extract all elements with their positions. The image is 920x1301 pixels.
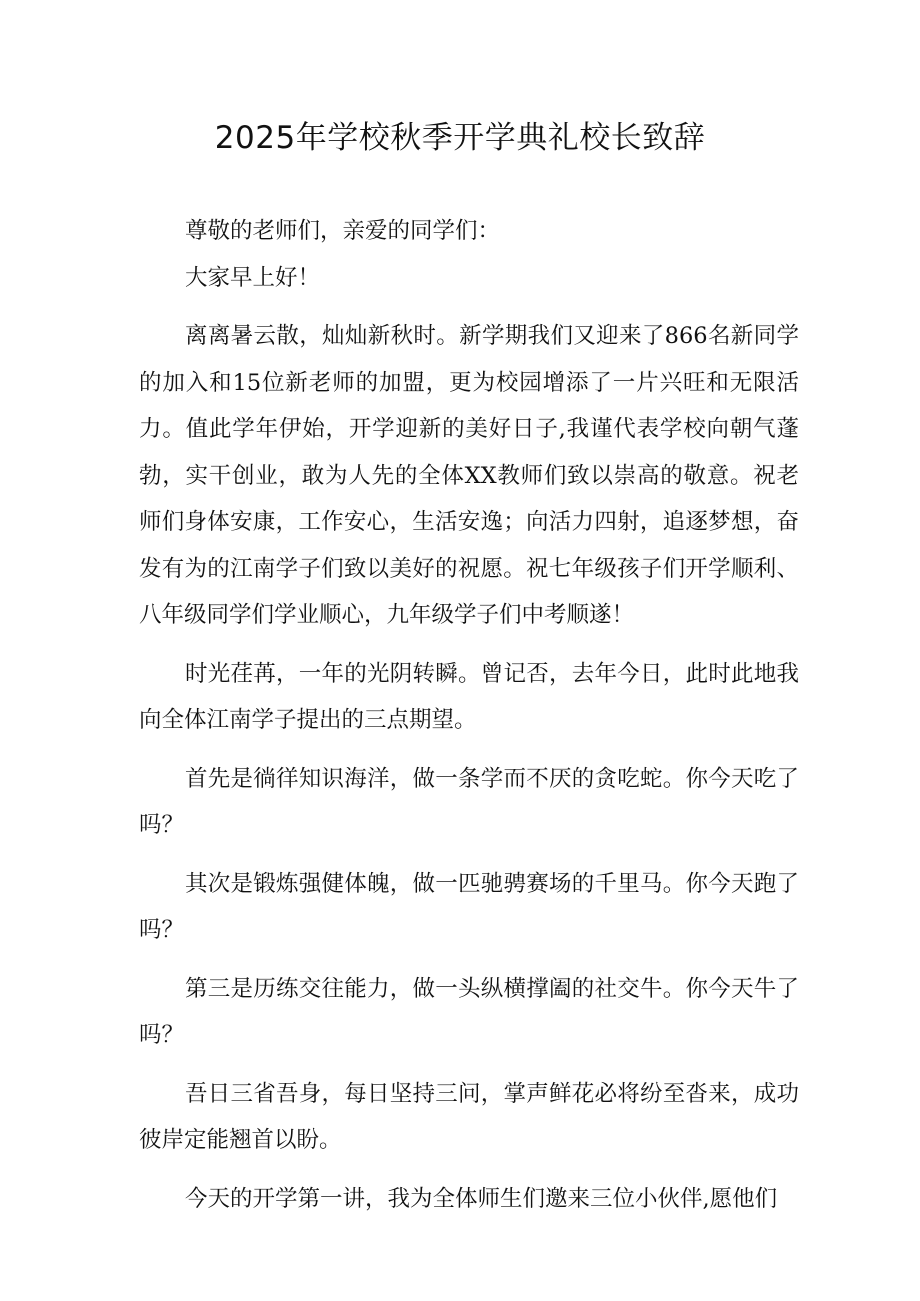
expectation-third-paragraph: 第三是历练交往能力，做一头纵横撑阖的社交牛。你今天牛了吗？ xyxy=(139,975,799,1048)
expectation-first-paragraph: 首先是徜徉知识海洋，做一条学而不厌的贪吃蛇。你今天吃了吗？ xyxy=(139,765,799,838)
expectation-second-paragraph: 其次是锻炼强健体魄，做一匹驰骋赛场的千里马。你今天跑了吗？ xyxy=(139,870,799,943)
salutation-paragraph: 尊敬的老师们，亲爱的同学们： xyxy=(185,218,501,244)
recollection-paragraph: 时光荏苒，一年的光阴转瞬。曾记否，去年今日，此时此地我向全体江南学子提出的三点期望。 xyxy=(139,660,799,733)
welcome-paragraph: 离离暑云散，灿灿新秋时。新学期我们又迎来了866名新同学的加入和15位新老师的加盟，更为校园增添了一片兴旺和无限活力。值此学年伊始，开学迎新的美好日子,我谨代表学校向朝气蓬勃，实干创业，敢为人先的全体XX教师们致以崇高的敬意。祝老师们身体安康，工作安心，生活安逸；向活力四射，追逐梦想，奋发有为的江南学子们致以美好的祝愿。祝七年级孩子们开学顺利、八年级同学们学业顺心，九年级学子们中考顺遂！ xyxy=(139,323,799,628)
document-title: 2025年学校秋季开学典礼校长致辞 xyxy=(214,120,706,156)
first-lesson-paragraph: 今天的开学第一讲，我为全体师生们邀来三位小伙伴,愿他们 xyxy=(185,1185,778,1212)
reflection-paragraph: 吾日三省吾身，每日坚持三问，掌声鲜花必将纷至沓来，成功彼岸定能翘首以盼。 xyxy=(139,1080,799,1153)
greeting-paragraph: 大家早上好！ xyxy=(185,264,321,291)
document-body xyxy=(139,208,799,1222)
